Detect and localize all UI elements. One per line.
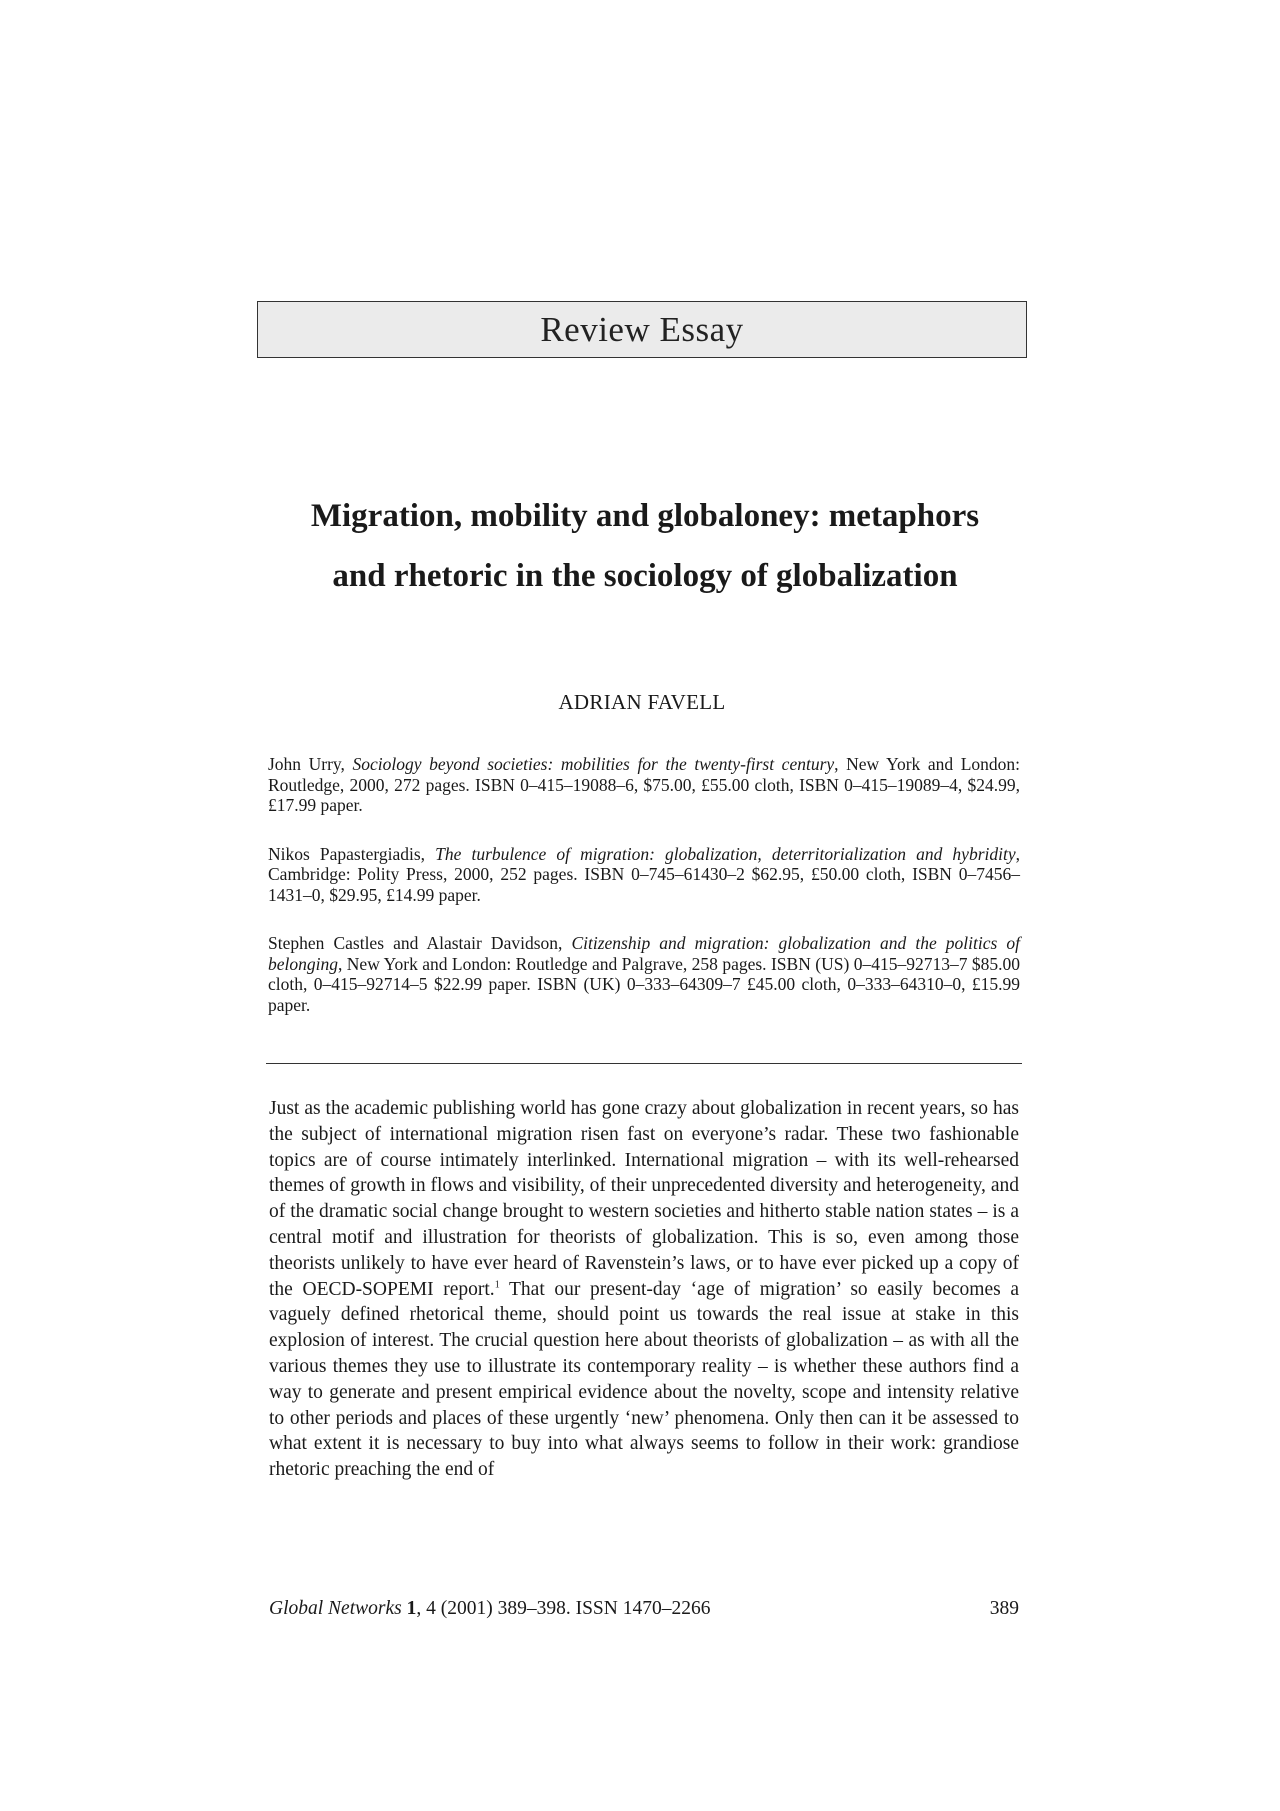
body-text-part-2: That our present-day ‘age of migration’ so easily becomes a vaguely defined rhetorical theme, should point us towards the real issue at stake in this explosion of interest. The crucial question here about theorists of globalization – as with all the various themes they use to illustrate its contemporary reality – is whether these authors find a way to generate and present empirical evidence about the novelty, scope and intensity relative to other periods and places of these urgently ‘new’ phenomena. Only then can it be assessed to what extent it is necessary to buy into what always seems to follow in their work: grandiose rhetoric preaching the end of [269,1278,1019,1481]
page-number: 389 [989,1598,1019,1619]
book-details: , Cambridge: Polity Press, 2000, 252 pages. ISBN 0–745–61430–2 $62.95, £50.00 cloth, ISBN 0–7456–1431–0, $29.95, £14.99 paper. [268,843,1020,905]
journal-volume: 1 [406,1598,417,1619]
book-authors: John Urry, [268,754,353,774]
reviewed-book-2 [268,844,1020,906]
body-paragraph [269,1096,1019,1483]
book-authors: Stephen Castles and Alastair Davidson, [268,933,572,953]
section-banner [257,301,1027,358]
page-footer [269,1598,1019,1620]
article-title [200,486,1090,606]
journal-citation [269,1598,710,1620]
section-divider [266,1063,1022,1064]
reviewed-book-1 [268,754,1020,816]
book-authors: Nikos Papastergiadis, [268,843,436,864]
footnote-marker[interactable]: 1 [494,1279,500,1291]
body-text-part-1: Just as the academic publishing world has gone crazy about globalization in recent years, so has the subject of international migration risen fast on everyone’s radar. These two fashionable topics are of course intimately interlinked. International migration – with its well-rehearsed themes of growth in flows and visibility, of their unprecedented diversity and heterogeneity, and of the dramatic social change brought to western societies and hitherto stable nation states – is a central motif and illustration for theorists of globalization. This is so, even among those theorists unlikely to have ever heard of Ravenstein’s laws, or to have ever picked up a copy of the OECD-SOPEMI report. [269,1098,1019,1300]
book-details: , New York and London: Routledge and Palgrave, 258 pages. ISBN (US) 0–415–92713–7 $85.00 cloth, 0–415–92714–5 $22.99 paper. ISBN (UK) 0–333–64309–7 £45.00 cloth, 0–333–64310–0, £15.99 paper. [268,953,1020,1015]
book-title: Citizenship and migration: globalization and the politics of belonging [268,933,1020,974]
book-details: , New York and London: Routledge, 2000, 272 pages. ISBN 0–415–19088–6, $75.00, £55.00 cloth, ISBN 0–415–19089–4, $24.99, £17.99 paper. [268,754,1020,815]
reviewed-books-list [268,754,1020,1043]
author-name: ADRIAN FAVELL [558,690,726,714]
journal-name: Global Networks [269,1598,402,1619]
section-label: Review Essay [540,309,744,349]
citation-details: , 4 (2001) 389–398. ISSN 1470–2266 [416,1598,711,1619]
article-title-line-1: Migration, mobility and globaloney: metaphors [310,498,980,534]
article-title-line-2: and rhetoric in the sociology of globalization [332,558,958,594]
book-title: Sociology beyond societies: mobilities for the twenty-first century [352,754,835,774]
reviewed-book-3 [268,933,1020,1015]
book-title: The turbulence of migration: globalization, deterritorialization and hybridity [435,843,1016,864]
